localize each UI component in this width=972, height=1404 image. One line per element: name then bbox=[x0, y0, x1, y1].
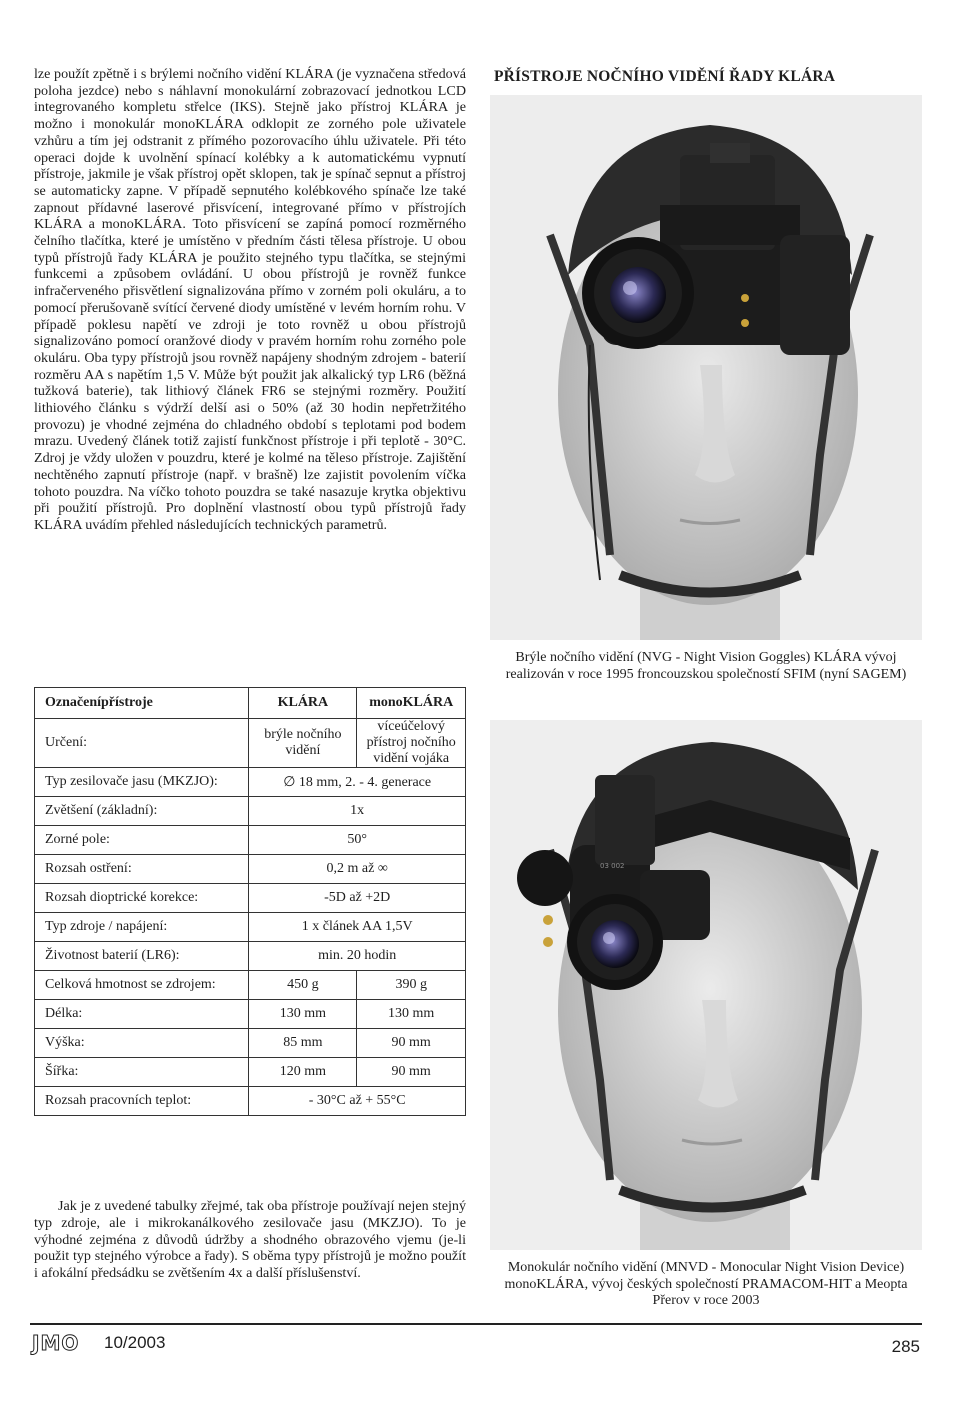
table-row bbox=[35, 768, 466, 797]
row-label: Typ zesilovače jasu (MKZJO): bbox=[35, 768, 249, 797]
footer-rule bbox=[30, 1323, 922, 1325]
photo1-caption: Brýle nočního vidění (NVG - Night Vision Goggles) KLÁRA vývoj realizován v roce 1995 froncouzskou společností SFIM (nyní SAGEM) bbox=[505, 650, 907, 682]
row-value-klara: 85 mm bbox=[249, 1029, 357, 1058]
row-label: Životnost baterií (LR6): bbox=[35, 942, 249, 971]
closing-text-column bbox=[34, 1198, 466, 1282]
row-value-monoklara: 130 mm bbox=[357, 1000, 466, 1029]
table-row bbox=[35, 913, 466, 942]
row-label: Zvětšení (základní): bbox=[35, 797, 249, 826]
table-row bbox=[35, 719, 466, 768]
parameters-table bbox=[34, 687, 466, 1116]
row-value-klara: 450 g bbox=[249, 971, 357, 1000]
table-row bbox=[35, 855, 466, 884]
table-header-klara: KLÁRA bbox=[249, 688, 357, 719]
row-value: 1 x článek AA 1,5V bbox=[249, 913, 466, 942]
section-heading: PŘÍSTROJE NOČNÍHO VIDĚNÍ ŘADY KLÁRA bbox=[494, 68, 836, 85]
issue-number: 10/2003 bbox=[104, 1333, 166, 1352]
table-row bbox=[35, 797, 466, 826]
page-number: 285 bbox=[891, 1337, 920, 1356]
table-row bbox=[35, 826, 466, 855]
row-label: Rozsah pracovních teplot: bbox=[35, 1087, 249, 1116]
table-row bbox=[35, 1087, 466, 1116]
row-value: - 30°C až + 55°C bbox=[249, 1087, 466, 1116]
table-header-monoklara: monoKLÁRA bbox=[357, 688, 466, 719]
table-row bbox=[35, 1058, 466, 1087]
row-label: Typ zdroje / napájení: bbox=[35, 913, 249, 942]
row-label: Výška: bbox=[35, 1029, 249, 1058]
body-text-column bbox=[34, 66, 466, 534]
row-value: ∅ 18 mm, 2. - 4. generace bbox=[249, 768, 466, 797]
row-label: Šířka: bbox=[35, 1058, 249, 1087]
row-value-monoklara: víceúčelový přístroj nočního vidění vojáka bbox=[357, 719, 466, 768]
row-value: 0,2 m až ∞ bbox=[249, 855, 466, 884]
table-row bbox=[35, 942, 466, 971]
row-value: 50° bbox=[249, 826, 466, 855]
closing-paragraph: Jak je z uvedené tabulky zřejmé, tak oba přístroje používají nejen stejný typ zdroje, ale i mikrokanálkového zesilovače jasu (MKZJO). To je výhodné zejména z důvodů údržby a shodného obrazového vjemu (je-li použit typ stejného výrobce a řady). S oběma typy přístrojů je možno použít i afokální předsádku se zvětšením 4x a další příslušenství. bbox=[34, 1198, 466, 1282]
photo-klara-goggles bbox=[490, 95, 922, 640]
row-value-klara: 120 mm bbox=[249, 1058, 357, 1087]
row-value-monoklara: 90 mm bbox=[357, 1058, 466, 1087]
table-row bbox=[35, 884, 466, 913]
row-value-klara: 130 mm bbox=[249, 1000, 357, 1029]
table-row bbox=[35, 971, 466, 1000]
row-value-monoklara: 390 g bbox=[357, 971, 466, 1000]
row-label: Zorné pole: bbox=[35, 826, 249, 855]
photo-monoklara-monocular bbox=[490, 720, 922, 1250]
photo2-serial: 03 002 bbox=[600, 862, 625, 870]
table-row bbox=[35, 1029, 466, 1058]
row-value: -5D až +2D bbox=[249, 884, 466, 913]
row-value: min. 20 hodin bbox=[249, 942, 466, 971]
table-row bbox=[35, 1000, 466, 1029]
row-label: Celková hmotnost se zdrojem: bbox=[35, 971, 249, 1000]
body-paragraph: lze použít zpětně i s brýlemi nočního vidění KLÁRA (je vyznačena středová poloha jezdce) nebo s náhlavní monokulární zobrazovací jednotkou LCD integrovaného kompletu střelce (IKS). Stejně jako přístroj KLÁRA je možno i monokulár monoKLÁRA odklopit ze zorného pole uživatele vzhůru a tím jej odstranit z přímého pozorovacího úhlu uživatele. Při této operaci dojde k uvolnění spínací kolébky a k automatickému vypnutí přístroje, jakmile je však přístroj opět sklopen, tak je spínač sepnut a přístroj se automaticky zapne. V případě sepnutého kolébkového spínače lze také zapnout přídavné laserové přisvícení, integrované přímo v přístrojích KLÁRA a monoKLÁRA. Toto přisvícení se zapíná pomocí rozměrného čelního tlačítka, které je umístěno v předním části tělesa přístroje. U obou typů přístrojů řady KLÁRA je použito stejného typu tlačítka, se stejnými funkcemi a způsobem ovládání. U obou přístrojů je rovněž funkce infračerveného přisvětlení signalizována přímo v zorném poli okuláru, a to pomocí přerušovaně svítící červené diody umístěné v levém horním rohu. V případě poklesu napětí ve zdroji je toto rovněž u obou přístrojů signalizováno pomocí oranžové diody v pravém horním rohu zorného pole okuláru. Oba typy přístrojů jsou rovněž napájeny shodným zdrojem - baterií rozměru AA s napětím 1,5 V. Může být použit jak alkalický typ LR6 (běžná tužková baterie), tak lithiový článek FR6 se stejnými rozměry. Použití lithiového článku s výdrží delší asi o 50% (až 30 hodin nepřetržitého provozu) je vhodné zejména do chladného období s teplotami pod bodem mrazu. Uvedený článek totiž zajistí funkčnost přístroje i při teplotě - 30°C. Zdroj je vždy uložen v pouzdru, které je kolmé na těleso přístroje. Zajištění nechtěného zapnutí přístroje (např. v brašně) lze zajistit povolením víčka tohoto pouzdra. Na víčko tohoto pouzdra se také nasazuje krytka objektivu při použití přístrojů. Pro doplnění vlastností obou typů přístrojů řady KLÁRA uvádím přehled následujících technických parametrů. bbox=[34, 66, 466, 533]
row-label: Rozsah ostření: bbox=[35, 855, 249, 884]
row-value-klara: brýle nočního vidění bbox=[249, 719, 357, 768]
row-value: 1x bbox=[249, 797, 466, 826]
table-header-row bbox=[35, 688, 466, 719]
table-header-label: Označenípřístroje bbox=[35, 688, 249, 719]
photo2-caption: Monokulár nočního vidění (MNVD - Monocular Night Vision Device) monoKLÁRA, vývoj českých společností PRAMACOM-HIT a Meopta Přerov v roce 2003 bbox=[504, 1260, 908, 1308]
journal-logo: JMO bbox=[32, 1331, 80, 1355]
row-value-monoklara: 90 mm bbox=[357, 1029, 466, 1058]
row-label: Délka: bbox=[35, 1000, 249, 1029]
row-label: Rozsah dioptrické korekce: bbox=[35, 884, 249, 913]
row-label: Určení: bbox=[35, 719, 249, 768]
